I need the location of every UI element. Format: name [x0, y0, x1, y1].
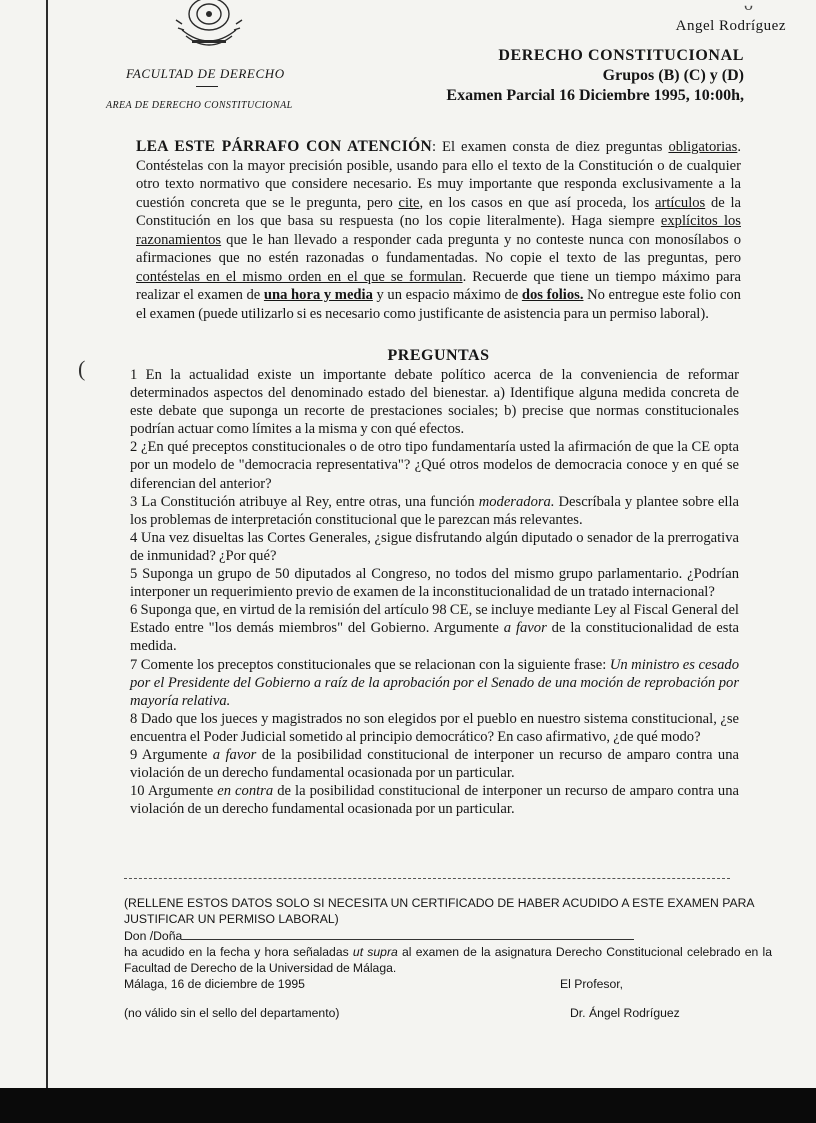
- certificate-name-row: [124, 928, 772, 944]
- certificate-body: [124, 944, 772, 977]
- question-text: 10 Argumente: [130, 783, 218, 800]
- question-10: [130, 782, 739, 818]
- exam-date: Examen Parcial 16 Diciembre 1995, 10:00h,: [446, 87, 744, 104]
- instructions-text: de la Constitución en los que basa su respuesta (no los copie literalmente). Haga siempre: [136, 194, 741, 229]
- instructions-emphasis: contéstelas en el mismo orden en el que se formulan: [136, 268, 463, 285]
- validity-note: (no válido sin el sello del departamento): [124, 1005, 340, 1020]
- questions-title: PREGUNTAS: [387, 347, 490, 364]
- question-8: 8 Dado que los jueces y magistrados no son elegidos por el pueblo en nuestro sistema constitucional, ¿se encuentra el Poder Judicial sometido al principio democrático? En caso afirmativo, ¿de qué modo?: [130, 710, 739, 745]
- certificate-text: al examen de la asignatura Derecho Constitucional celebrado en la Facultad de Derecho de la Universidad de Málaga.: [124, 944, 772, 976]
- question-5: 5 Suponga un grupo de 50 diputados al Congreso, no todos del mismo grupo parlamentario. ¿Podrían interponer un requerimiento previo de examen de la inconstitucionalidad de un tratado internacional?: [130, 566, 739, 601]
- attendance-certificate: [124, 895, 772, 1021]
- instructions-text: . Recuerde que tiene un tiempo máximo para realizar el examen de: [136, 268, 741, 303]
- exam-groups: Grupos (B) (C) y (D): [602, 67, 744, 84]
- certificate-emphasis: ut supra: [352, 944, 398, 959]
- question-6: [130, 601, 739, 655]
- instructions-emphasis: artículos: [654, 194, 706, 211]
- certificate-signature-row: [124, 976, 772, 992]
- instructions-text: No entregue este folio con el examen (puede utilizarlo si es necesario como justificante de asistencia para un permiso laboral).: [136, 287, 741, 322]
- instructions-lead: LEA ESTE PÁRRAFO CON ATENCIÓN: [136, 138, 432, 155]
- question-emphasis: a favor: [212, 746, 257, 763]
- name-label: Don /Doña: [124, 928, 183, 943]
- certificate-heading: (RELLENE ESTOS DATOS SOLO SI NECESITA UN CERTIFICADO DE HABER ACUDIDO A ESTE EXAMEN PARA JUSTIFICAR UN PERMISO LABORAL): [124, 896, 754, 927]
- spacer: [124, 993, 772, 1005]
- question-7: [130, 656, 739, 710]
- question-emphasis: en contra: [217, 783, 274, 800]
- author-name: Angel Rodríguez: [675, 18, 786, 34]
- question-text: 6 Suponga que, en virtud de la remisión del artículo 98 CE, se incluye mediante Ley al Fiscal General del Estado entre "los demás miembros" del Gobierno. Argumente: [130, 602, 739, 637]
- name-field[interactable]: [182, 928, 634, 940]
- instructions-emphasis: explícitos los razonamientos: [136, 213, 741, 248]
- instructions-text: que le han llevado a responder cada pregunta y no conteste nunca con monosílabos o afirmaciones que no estén razonadas o fundamentadas. No copie el texto de las preguntas, pero: [136, 231, 741, 266]
- university-seal-icon: [170, 0, 248, 50]
- scan-bottom-band: [0, 1088, 816, 1123]
- professor-name: Dr. Ángel Rodríguez: [570, 1005, 680, 1020]
- faculty-divider: [196, 86, 218, 87]
- instructions-text: , en los casos en que así proceda, los: [419, 194, 655, 211]
- question-9: [130, 746, 739, 782]
- question-2: 2 ¿En qué preceptos constitucionales o de otro tipo fundamentaría usted la afirmación de que la CE opta por un modelo de "democracia representativa"? ¿Qué otros modelos de democracia conoce y en qué se diferencian del anterior?: [130, 439, 739, 492]
- question-emphasis: Un ministro es cesado por el Presidente del Gobierno a raíz de la aprobación por el Senado de una moción de reprobación por mayoría relativa.: [130, 656, 740, 709]
- instructions-emphasis: obligatorias: [668, 139, 738, 155]
- question-1: 1 En la actualidad existe un importante debate político acerca de la conveniencia de reformar determinados aspectos del denominado estado del bienestar. a) Identifique alguna medida concreta de este debate que suponga un recorte de prestaciones sociales; b) precise que normas constitucionales podrían actuar como límites a la misma y con qué efectos.: [130, 367, 739, 438]
- instructions-text: : El examen consta de diez preguntas: [431, 139, 669, 155]
- questions-list: [130, 366, 739, 818]
- question-text: de la posibilidad constitucional de interponer un recurso de amparo contra una violación de un derecho fundamental ocasionada por un particular.: [130, 746, 739, 782]
- instructions-emphasis: una hora y media: [263, 287, 373, 303]
- instructions-emphasis: cite: [398, 194, 420, 211]
- instructions-text: . Contéstelas con la mayor precisión posible, usando para ello el texto de la Constitución o de cualquier otro texto normativo que considere necesario. Es muy importante que responda exclusivamente a la cuestión concreta que se le pregunta, pero: [136, 139, 741, 211]
- instructions-paragraph: [136, 138, 741, 323]
- question-text: de la constitucionalidad de esta medida.: [130, 620, 739, 655]
- question-4: 4 Una vez disueltas las Cortes Generales, ¿sigue disfrutando algún diputado o senador de la prerrogativa de inmunidad? ¿Por qué?: [130, 529, 739, 564]
- question-emphasis: moderadora.: [478, 493, 555, 510]
- professor-label: El Profesor,: [560, 977, 623, 992]
- question-emphasis: a favor: [503, 620, 547, 637]
- cut-line-divider: [124, 878, 730, 879]
- instructions-text: y un espacio máximo de: [372, 287, 522, 303]
- page-margin-line: [46, 0, 48, 1088]
- question-text: 7 Comente los preceptos constitucionales que se relacionan con la siguiente frase:: [130, 656, 610, 673]
- question-text: de la posibilidad constitucional de interponer un recurso de amparo contra una violación de un derecho fundamental ocasionada por un particular.: [130, 783, 739, 818]
- course-title: DERECHO CONSTITUCIONAL: [498, 47, 744, 64]
- certificate-footer-row: [124, 1005, 772, 1021]
- instructions-emphasis: dos folios.: [521, 287, 584, 303]
- department-area: AREA DE DERECHO CONSTITUCIONAL: [106, 100, 293, 111]
- question-text: Descríbala y plantee sobre ella los problemas de interpretación constitucional que le parezcan más relevantes.: [130, 493, 740, 528]
- certificate-text: ha acudido en la fecha y hora señaladas: [124, 944, 353, 959]
- question-3: [130, 493, 739, 529]
- handwritten-mark-icon: ᴗ: [744, 0, 753, 14]
- faculty-name: FACULTAD DE DERECHO: [126, 66, 285, 81]
- question-text: 3 La Constitución atribuye al Rey, entre otras, una función: [130, 493, 479, 510]
- question-text: 9 Argumente: [130, 746, 213, 763]
- place-date: Málaga, 16 de diciembre de 1995: [124, 977, 305, 992]
- margin-bracket-icon: (: [78, 356, 86, 381]
